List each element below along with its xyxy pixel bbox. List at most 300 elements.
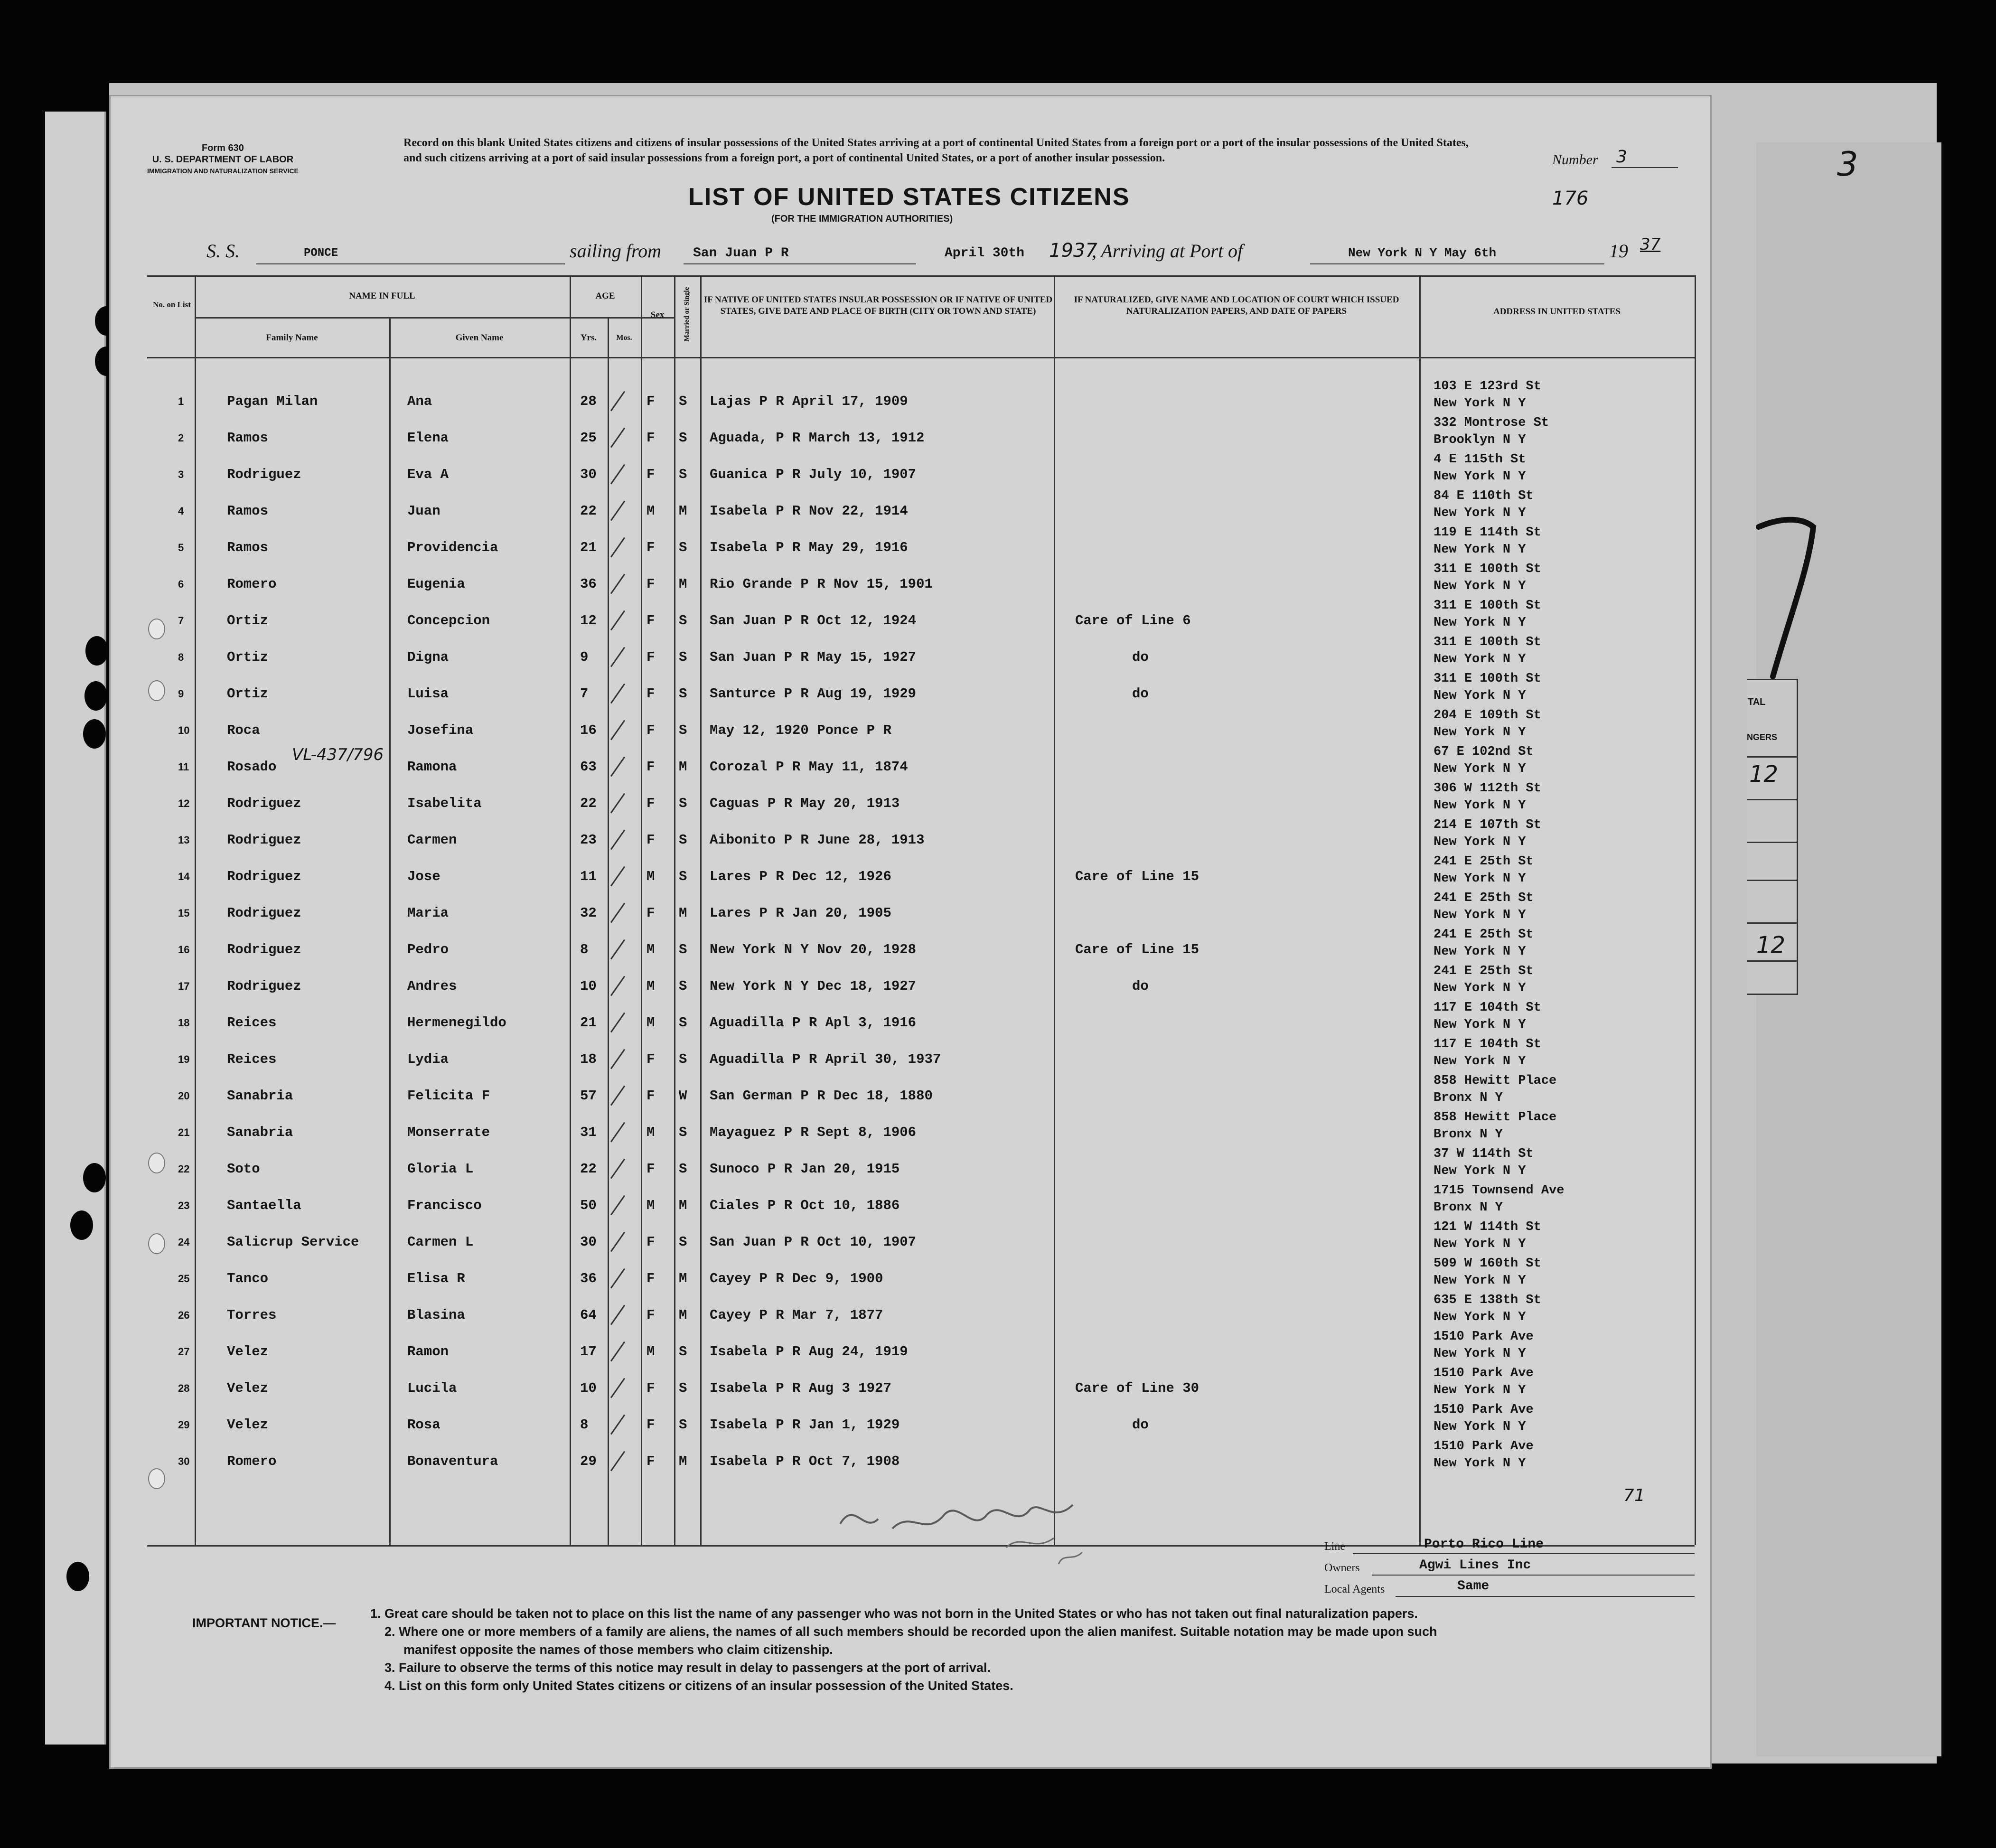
family-name: Rodriguez <box>227 832 301 848</box>
address-line-1: 4 E 115th St <box>1434 452 1526 467</box>
form-subtitle: (FOR THE IMMIGRATION AUTHORITIES) <box>771 214 953 224</box>
table-top-rule <box>147 275 1695 277</box>
address-line-1: 311 E 100th St <box>1434 672 1541 686</box>
row-number: 29 <box>178 1419 190 1431</box>
given-name: Josefina <box>407 722 474 738</box>
sex: F <box>647 649 655 665</box>
given-name: Eva A <box>407 467 449 482</box>
given-name: Ramon <box>407 1344 449 1360</box>
address-line-1: 858 Hewitt Place <box>1434 1074 1557 1088</box>
address-line-1: 858 Hewitt Place <box>1434 1110 1557 1125</box>
form-number: Form 630 <box>201 143 244 153</box>
birth-place-date: Caguas P R May 20, 1913 <box>710 796 900 811</box>
address-line-1: 311 E 100th St <box>1434 562 1541 576</box>
address-line-1: 84 E 110th St <box>1434 489 1534 503</box>
row-number: 17 <box>178 980 190 992</box>
notice-1: 1. Great care should be taken not to place on this list the name of any passenger who was not born in the United States or who has not taken out final naturalization papers. <box>370 1606 1418 1621</box>
service-name: IMMIGRATION AND NATURALIZATION SERVICE <box>147 167 299 175</box>
birth-place-date: Rio Grande P R Nov 15, 1901 <box>710 576 933 592</box>
marital-status: S <box>679 1234 687 1250</box>
header-mos: Mos. <box>616 334 632 342</box>
address-line-2: New York N Y <box>1434 1164 1526 1178</box>
family-name: Romero <box>227 576 277 592</box>
address-line-2: New York N Y <box>1434 543 1526 557</box>
from-underline <box>684 263 916 264</box>
birth-place-date: Lajas P R April 17, 1909 <box>710 394 908 409</box>
address-line-2: New York N Y <box>1434 1456 1526 1471</box>
address-line-2: New York N Y <box>1434 1018 1526 1032</box>
address-line-1: 204 E 109th St <box>1434 708 1541 722</box>
address-line-1: 241 E 25th St <box>1434 854 1534 869</box>
age-years: 12 <box>580 613 597 629</box>
birth-place-date: Aibonito P R June 28, 1913 <box>710 832 925 848</box>
address-line-2: New York N Y <box>1434 652 1526 666</box>
age-years: 57 <box>580 1088 597 1104</box>
col-rule <box>1054 275 1055 1545</box>
family-name: Rodriguez <box>227 978 301 994</box>
row-number: 11 <box>178 761 189 773</box>
sex: F <box>647 576 655 592</box>
age-years: 8 <box>580 1417 589 1433</box>
address-line-2: New York N Y <box>1434 762 1526 776</box>
marital-status: S <box>679 1380 687 1396</box>
age-years: 10 <box>580 1380 597 1396</box>
row-number: 3 <box>178 469 184 480</box>
address-line-1: 241 E 25th St <box>1434 928 1534 942</box>
side-rule <box>1747 799 1797 800</box>
side-total-2: 12 <box>1756 932 1786 958</box>
birth-place-date: Cayey P R Dec 9, 1900 <box>710 1271 883 1286</box>
marital-status: M <box>679 1307 687 1323</box>
sex: F <box>647 1051 655 1067</box>
sex: F <box>647 1454 655 1469</box>
side-rule <box>1747 880 1797 881</box>
marital-status: S <box>679 394 687 409</box>
family-name: Pagan Milan <box>227 394 318 409</box>
marital-status: S <box>679 1417 687 1433</box>
address-line-1: 509 W 160th St <box>1434 1257 1541 1271</box>
family-name: Velez <box>227 1417 269 1433</box>
address-line-1: 1715 Townsend Ave <box>1434 1183 1565 1198</box>
binder-hole <box>83 719 106 749</box>
age-years: 28 <box>580 394 597 409</box>
form-block <box>147 142 299 177</box>
sailing-from: San Juan P R <box>693 246 789 261</box>
row-number: 6 <box>178 578 184 590</box>
address-line-1: 1510 Park Ave <box>1434 1403 1534 1417</box>
given-name: Andres <box>407 978 457 994</box>
family-name: Ortiz <box>227 613 269 629</box>
age-years: 10 <box>580 978 597 994</box>
line-label: Line <box>1324 1540 1345 1553</box>
address-line-1: 332 Montrose St <box>1434 416 1549 430</box>
row-number: 13 <box>178 834 190 846</box>
marital-status: S <box>679 722 687 738</box>
address-line-1: 241 E 25th St <box>1434 964 1534 978</box>
birth-place-date: New York N Y Nov 20, 1928 <box>710 942 917 957</box>
address-line-1: 306 W 112th St <box>1434 781 1541 796</box>
naturalization: Care of Line 6 <box>1075 613 1191 629</box>
birth-place-date: Isabela P R Oct 7, 1908 <box>710 1454 900 1469</box>
marital-status: S <box>679 1015 687 1031</box>
header-naturalized: IF NATURALIZED, GIVE NAME AND LOCATION OF COURT WHICH ISSUED NATURALIZATION PAPERS, AND DATE OF PAPERS <box>1074 295 1399 316</box>
naturalization: Care of Line 15 <box>1075 942 1199 957</box>
given-name: Eugenia <box>407 576 465 592</box>
corner-mark: 3 <box>1837 145 1858 184</box>
birth-place-date: San Juan P R Oct 12, 1924 <box>710 613 917 629</box>
family-name: Santaella <box>227 1198 301 1213</box>
notice-2a: 2. Where one or more members of a family are aliens, the names of all such members should be recorded upon the alien manifest. Suitable notation may be made upon such <box>384 1624 1437 1639</box>
address-line-1: 1510 Park Ave <box>1434 1366 1534 1380</box>
marital-status: S <box>679 686 687 702</box>
address-line-2: New York N Y <box>1434 872 1526 886</box>
age-years: 18 <box>580 1051 597 1067</box>
address-line-2: New York N Y <box>1434 1383 1526 1398</box>
notice-2b: manifest opposite the names of those members who claim citizenship. <box>403 1642 833 1657</box>
inspector-signature <box>835 1481 1106 1576</box>
ship-name: PONCE <box>304 247 338 260</box>
row-number: 9 <box>178 688 184 700</box>
sex: M <box>647 942 655 957</box>
sex: F <box>647 430 655 446</box>
marital-status: S <box>679 649 687 665</box>
row-number: 1 <box>178 395 184 407</box>
address-line-2: New York N Y <box>1434 981 1526 995</box>
owners-underline <box>1372 1575 1695 1576</box>
punch-hole <box>148 1468 165 1489</box>
address-line-2: New York N Y <box>1434 1420 1526 1434</box>
address-line-2: New York N Y <box>1434 1310 1526 1324</box>
given-name: Pedro <box>407 942 449 957</box>
given-name: Francisco <box>407 1198 482 1213</box>
naturalization: Care of Line 30 <box>1075 1380 1199 1396</box>
address-line-2: New York N Y <box>1434 1237 1526 1251</box>
family-name: Ramos <box>227 540 269 555</box>
sex: M <box>647 1015 655 1031</box>
department: U. S. DEPARTMENT OF LABOR <box>152 154 294 165</box>
row-number: 27 <box>178 1346 190 1358</box>
age-years: 7 <box>580 686 589 702</box>
row-number: 18 <box>178 1017 190 1029</box>
birth-place-date: Isabela P R Jan 1, 1929 <box>710 1417 900 1433</box>
marital-status: M <box>679 576 687 592</box>
given-name: Felicita F <box>407 1088 490 1104</box>
age-years: 8 <box>580 942 589 957</box>
address-line-1: 121 W 114th St <box>1434 1220 1541 1234</box>
age-years: 64 <box>580 1307 597 1323</box>
given-name: Rosa <box>407 1417 440 1433</box>
given-name: Jose <box>407 869 440 884</box>
marital-status: M <box>679 1271 687 1286</box>
sex: F <box>647 1088 655 1104</box>
family-name: Ortiz <box>227 649 269 665</box>
binder-hole <box>85 636 108 666</box>
agents-label: Local Agents <box>1324 1583 1385 1595</box>
header-family: Family Name <box>266 333 318 343</box>
row-number: 5 <box>178 542 184 553</box>
birth-place-date: Santurce P R Aug 19, 1929 <box>710 686 917 702</box>
naturalization: do <box>1132 686 1149 702</box>
age-years: 11 <box>580 869 597 884</box>
birth-place-date: Lares P R Jan 20, 1905 <box>710 905 891 921</box>
family-name: Romero <box>227 1454 277 1469</box>
sex: F <box>647 796 655 811</box>
port-underline <box>1310 263 1604 264</box>
age-years: 23 <box>580 832 597 848</box>
arrival-year-prefix: 19 <box>1609 240 1628 262</box>
binder-hole <box>70 1210 93 1240</box>
marital-status: S <box>679 869 687 884</box>
side-label-1: TAL <box>1748 697 1766 707</box>
address-line-2: Bronx N Y <box>1434 1127 1503 1142</box>
given-name: Lucila <box>407 1380 457 1396</box>
sex: F <box>647 1307 655 1323</box>
address-line-1: 67 E 102nd St <box>1434 745 1534 759</box>
marital-status: S <box>679 942 687 957</box>
side-rule <box>1747 960 1797 962</box>
family-name: Reices <box>227 1051 277 1067</box>
family-name: Rodriguez <box>227 467 301 482</box>
family-name: Ramos <box>227 430 269 446</box>
marital-status: S <box>679 1125 687 1140</box>
family-name: Rosado <box>227 759 277 775</box>
given-name: Carmen L <box>407 1234 474 1250</box>
col-rule <box>195 275 196 1545</box>
given-name: Isabelita <box>407 796 482 811</box>
given-name: Elena <box>407 430 449 446</box>
marital-status: S <box>679 540 687 555</box>
row-number: 28 <box>178 1382 190 1394</box>
address-line-2: New York N Y <box>1434 579 1526 593</box>
family-name: Ramos <box>227 503 269 519</box>
row-number: 20 <box>178 1090 190 1102</box>
age-years: 30 <box>580 1234 597 1250</box>
address-line-2: New York N Y <box>1434 945 1526 959</box>
sex: F <box>647 1271 655 1286</box>
binder-hole <box>83 1163 106 1192</box>
row-number: 24 <box>178 1236 190 1248</box>
header-birth: IF NATIVE OF UNITED STATES INSULAR POSSESSION OR IF NATIVE OF UNITED STATES, GIVE DATE AND PLACE OF BIRTH (CITY OR TOWN AND STATE) <box>703 295 1053 316</box>
address-line-1: 117 E 104th St <box>1434 1001 1541 1015</box>
age-years: 29 <box>580 1454 597 1469</box>
col-rule <box>608 317 609 1545</box>
name-age-subrule <box>195 317 674 319</box>
address-line-1: 117 E 104th St <box>1434 1037 1541 1051</box>
header-no: No. on List <box>153 300 191 309</box>
address-line-2: New York N Y <box>1434 725 1526 740</box>
birth-place-date: May 12, 1920 Ponce P R <box>710 722 891 738</box>
sex: F <box>647 1234 655 1250</box>
sex: F <box>647 540 655 555</box>
birth-place-date: San Juan P R Oct 10, 1907 <box>710 1234 917 1250</box>
address-line-2: New York N Y <box>1434 1054 1526 1069</box>
marital-status: M <box>679 759 687 775</box>
header-name: NAME IN FULL <box>349 291 415 301</box>
notice-title: IMPORTANT NOTICE.— <box>192 1616 336 1630</box>
age-years: 22 <box>580 1161 597 1177</box>
family-name: Salicrup Service <box>227 1234 359 1250</box>
given-name: Luisa <box>407 686 449 702</box>
form-title: LIST OF UNITED STATES CITIZENS <box>688 183 1130 211</box>
given-name: Carmen <box>407 832 457 848</box>
agents-underline <box>1396 1596 1695 1597</box>
ss-label: S. S. <box>206 240 240 262</box>
sex: M <box>647 1125 655 1140</box>
address-line-1: 311 E 100th St <box>1434 599 1541 613</box>
address-line-2: New York N Y <box>1434 908 1526 922</box>
arriving-label: , Arriving at Port of <box>1092 240 1243 262</box>
birth-place-date: Mayaguez P R Sept 8, 1906 <box>710 1125 917 1140</box>
row-number: 8 <box>178 651 184 663</box>
sex: F <box>647 686 655 702</box>
age-years: 22 <box>580 796 597 811</box>
given-name: Monserrate <box>407 1125 490 1140</box>
birth-place-date: Lares P R Dec 12, 1926 <box>710 869 891 884</box>
row-number: 23 <box>178 1200 190 1211</box>
intro-text: Record on this blank United States citizens and citizens of insular possessions of the United States arriving at a port of continental United States from a foreign port or a port of the insular possessions of the United States, and such citizens arriving at a port of said insular possessions from a foreign port, a port of continental United States, or a port of another insular possession. <box>403 137 1469 164</box>
address-line-2: Brooklyn N Y <box>1434 433 1526 447</box>
given-name: Maria <box>407 905 449 921</box>
sex: F <box>647 1380 655 1396</box>
arrival-port: New York N Y May 6th <box>1348 246 1497 260</box>
birth-place-date: Isabela P R Nov 22, 1914 <box>710 503 908 519</box>
address-line-1: 241 E 25th St <box>1434 891 1534 905</box>
sailing-year: 1937 <box>1049 240 1097 262</box>
address-line-1: 1510 Park Ave <box>1434 1330 1534 1344</box>
birth-place-date: Corozal P R May 11, 1874 <box>710 759 908 775</box>
family-name: Reices <box>227 1015 277 1031</box>
owners-label: Owners <box>1324 1562 1360 1574</box>
sex: F <box>647 832 655 848</box>
birth-place-date: Aguadilla P R Apl 3, 1916 <box>710 1015 917 1031</box>
header-married: Married or Single <box>683 287 691 342</box>
given-name: Concepcion <box>407 613 490 629</box>
given-name: Elisa R <box>407 1271 465 1286</box>
page-total: 71 <box>1623 1486 1645 1505</box>
notice-3: 3. Failure to observe the terms of this notice may result in delay to passengers at the port of arrival. <box>384 1660 991 1675</box>
line-underline <box>1353 1553 1695 1554</box>
birth-place-date: Isabela P R Aug 24, 1919 <box>710 1344 908 1360</box>
given-name: Hermenegildo <box>407 1015 506 1031</box>
address-line-2: Bronx N Y <box>1434 1091 1503 1105</box>
row-number: 4 <box>178 505 184 517</box>
age-years: 21 <box>580 1015 597 1031</box>
address-line-2: New York N Y <box>1434 689 1526 703</box>
naturalization: Care of Line 15 <box>1075 869 1199 884</box>
naturalization: do <box>1132 1417 1149 1433</box>
given-name: Blasina <box>407 1307 465 1323</box>
sailing-label: sailing from <box>570 240 661 262</box>
age-years: 25 <box>580 430 597 446</box>
sex: M <box>647 978 655 994</box>
family-name: Sanabria <box>227 1088 293 1104</box>
row-number: 19 <box>178 1053 190 1065</box>
family-name: Velez <box>227 1344 269 1360</box>
row-number: 7 <box>178 615 184 627</box>
header-address: ADDRESS IN UNITED STATES <box>1493 307 1621 317</box>
row-number: 26 <box>178 1309 190 1321</box>
row-number: 14 <box>178 871 190 882</box>
header-yrs: Yrs. <box>580 333 597 343</box>
sex: F <box>647 394 655 409</box>
arrival-year: 37 <box>1640 235 1661 254</box>
address-line-1: 311 E 100th St <box>1434 635 1541 649</box>
age-years: 9 <box>580 649 589 665</box>
sex: M <box>647 1344 655 1360</box>
given-name: Bonaventura <box>407 1454 498 1469</box>
row-number: 12 <box>178 797 190 809</box>
family-name: Rodriguez <box>227 796 301 811</box>
age-years: 21 <box>580 540 597 555</box>
sex: F <box>647 722 655 738</box>
row-number: 25 <box>178 1273 190 1285</box>
rosado-note: VL-437/796 <box>292 745 384 764</box>
header-bottom-rule <box>147 357 1695 358</box>
row-number: 2 <box>178 432 184 444</box>
marital-status: M <box>679 905 687 921</box>
handwritten-number: 176 <box>1552 188 1589 209</box>
given-name: Gloria L <box>407 1161 474 1177</box>
marital-status: M <box>679 503 687 519</box>
marital-status: M <box>679 1198 687 1213</box>
marital-status: M <box>679 1454 687 1469</box>
side-total-1: 12 <box>1749 761 1779 788</box>
row-number: 22 <box>178 1163 190 1175</box>
row-number: 10 <box>178 724 190 736</box>
marital-status: S <box>679 1161 687 1177</box>
marital-status: S <box>679 467 687 482</box>
number-underline <box>1612 167 1678 168</box>
given-name: Digna <box>407 649 449 665</box>
address-line-2: New York N Y <box>1434 798 1526 813</box>
sex: F <box>647 759 655 775</box>
number-value: 3 <box>1616 147 1627 167</box>
marital-status: W <box>679 1088 687 1104</box>
header-sex: Sex <box>650 310 665 320</box>
col-rule <box>674 275 675 1545</box>
address-line-2: Bronx N Y <box>1434 1201 1503 1215</box>
age-years: 17 <box>580 1344 597 1360</box>
family-name: Sanabria <box>227 1125 293 1140</box>
address-line-1: 103 E 123rd St <box>1434 379 1541 394</box>
naturalization: do <box>1132 978 1149 994</box>
birth-place-date: Isabela P R Aug 3 1927 <box>710 1380 891 1396</box>
address-line-1: 1510 Park Ave <box>1434 1439 1534 1454</box>
address-line-2: New York N Y <box>1434 616 1526 630</box>
family-name: Rodriguez <box>227 869 301 884</box>
family-name: Velez <box>227 1380 269 1396</box>
agents-value: Same <box>1457 1579 1490 1594</box>
sex: M <box>647 503 655 519</box>
col-rule <box>389 317 391 1545</box>
age-years: 32 <box>580 905 597 921</box>
row-number: 16 <box>178 944 190 956</box>
address-line-2: New York N Y <box>1434 1347 1526 1361</box>
notice-4: 4. List on this form only United States citizens or citizens of an insular possession of the United States. <box>384 1679 1013 1693</box>
marital-status: S <box>679 796 687 811</box>
address-line-2: New York N Y <box>1434 835 1526 849</box>
address-line-1: 37 W 114th St <box>1434 1147 1534 1161</box>
col-rule <box>700 275 702 1545</box>
address-line-1: 635 E 138th St <box>1434 1293 1541 1307</box>
col-rule <box>641 275 642 1545</box>
ship-underline <box>256 263 565 264</box>
address-line-1: 214 E 107th St <box>1434 818 1541 832</box>
age-years: 30 <box>580 467 597 482</box>
big-seven-mark <box>1747 513 1823 684</box>
side-rule <box>1747 756 1797 758</box>
birth-place-date: Ciales P R Oct 10, 1886 <box>710 1198 900 1213</box>
